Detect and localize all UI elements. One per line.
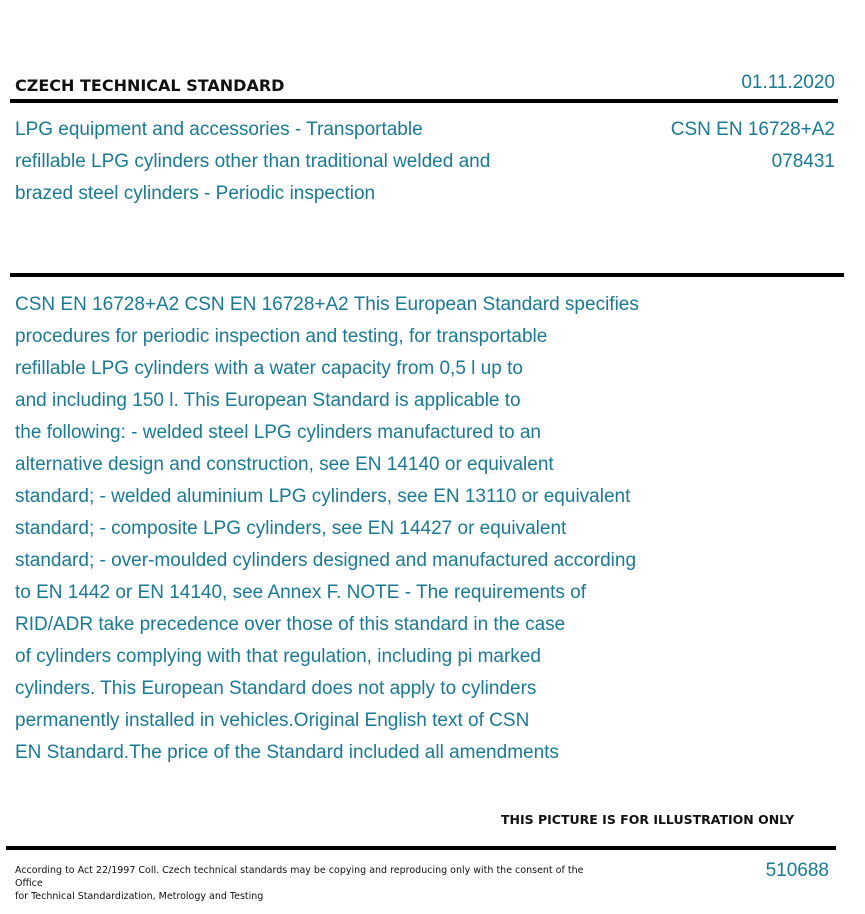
- illustration-disclaimer: THIS PICTURE IS FOR ILLUSTRATION ONLY: [501, 812, 795, 827]
- standard-code: CSN EN 16728+A2: [670, 119, 835, 140]
- standard-identifiers: [671, 114, 835, 178]
- section-divider: [10, 273, 844, 277]
- standard-catalog-number: 078431: [771, 151, 835, 172]
- footer-divider: [6, 846, 836, 850]
- document-type-label: CZECH TECHNICAL STANDARD: [15, 76, 285, 95]
- standard-title: LPG equipment and accessories - Transportable refillable LPG cylinders other than traditional welded and brazed steel cylinders - Periodic inspection: [15, 119, 491, 204]
- publication-date: 01.11.2020: [741, 72, 835, 93]
- standard-description: CSN EN 16728+A2 CSN EN 16728+A2 This European Standard specifies procedures for periodic inspection and testing, for transportable refillable LPG cylinders with a water capacity from 0,5 l up to and including 150 l. This European Standard is applicable to the following: - welded steel LPG cylinders manufactured to an alternative design and construction, see EN 14140 or equivalent standard; - welded aluminium LPG cylinders, see EN 13110 or equivalent standard; - composite LPG cylinders, see EN 14427 or equivalent standard; - over-moulded cylinders designed and manufactured according to EN 1442 or EN 14140, see Annex F. NOTE - The requirements of RID/ADR take precedence over those of this standard in the case of cylinders complying with that regulation, including pi marked cylinders. This European Standard does not apply to cylinders permanently installed in vehicles.Original English text of CSN EN Standard.The price of the Standard included all amendments: [15, 294, 639, 763]
- copyright-notice: According to Act 22/1997 Coll. Czech technical standards may be copying and reproducing only with the consent of the Office for Technical Standardization, Metrology and Testing: [15, 865, 584, 902]
- header-divider: [10, 99, 838, 103]
- document-id: 510688: [765, 860, 829, 881]
